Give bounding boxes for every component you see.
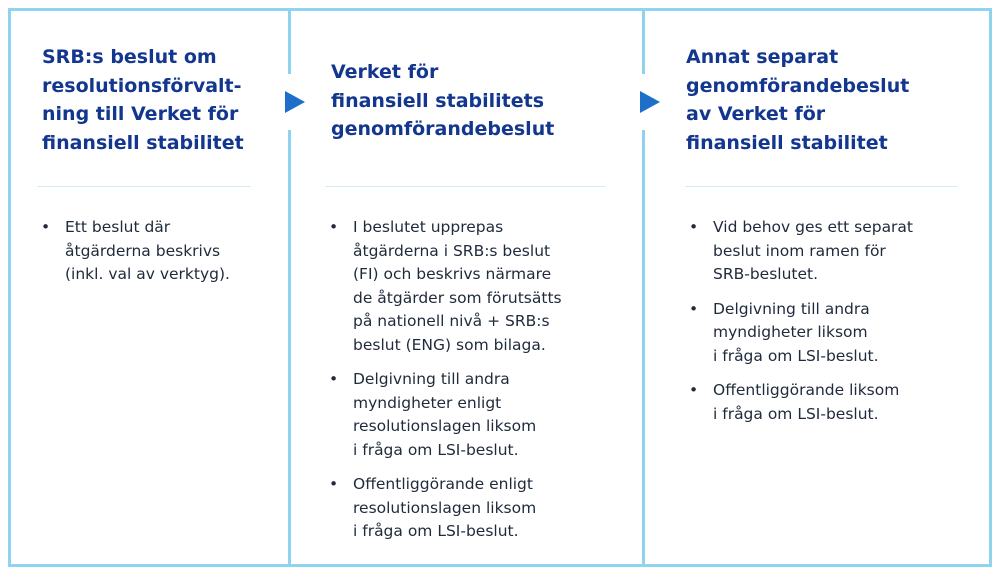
bullet-line: i fråga om LSI-beslut. — [353, 522, 519, 540]
bullet-line: (FI) och beskrivs närmare — [353, 265, 552, 283]
bullet-line: (inkl. val av verktyg). — [65, 265, 230, 283]
bullet-line: beslut inom ramen för — [713, 241, 886, 260]
list-item — [325, 473, 625, 544]
title-line: Verket för — [331, 61, 439, 83]
bullet-line: i fråga om LSI-beslut. — [713, 346, 879, 365]
title-line: av Verket för — [686, 103, 826, 125]
bullet-line: I beslutet upprepas — [353, 218, 504, 236]
title-line: resolutionsförvalt- — [42, 74, 242, 97]
bullet-line: SRB-beslutet. — [713, 265, 819, 283]
bullet-line: i fråga om LSI-beslut. — [713, 404, 879, 423]
title-rule — [685, 186, 957, 187]
column-title — [686, 43, 909, 157]
title-line: finansiell stabilitets — [331, 89, 545, 112]
bullet-icon: • — [689, 218, 699, 236]
bullet-line: i fråga om LSI-beslut. — [353, 440, 519, 459]
list-item — [325, 368, 625, 462]
title-line: finansiell stabilitet — [686, 131, 888, 154]
bullet-line: resolutionslagen liksom — [353, 498, 537, 517]
title-line: genomförandebeslut — [331, 118, 555, 140]
list-item — [325, 216, 625, 357]
title-line: genomförandebeslut — [686, 74, 910, 97]
column-national-implementation — [291, 8, 642, 567]
list-item — [685, 298, 980, 369]
bullet-line: åtgärderna beskrivs — [65, 241, 221, 260]
bullet-icon: • — [41, 218, 51, 236]
bullet-line: åtgärderna i SRB:s beslut — [353, 241, 551, 260]
title-line: SRB:s beslut om — [42, 46, 217, 68]
bullet-list — [325, 216, 625, 555]
column-separate-implementation — [645, 8, 989, 567]
bullet-icon: • — [329, 475, 339, 493]
bullet-list — [37, 216, 282, 298]
title-line: Annat separat — [686, 46, 839, 68]
title-line: ning till Verket för — [42, 103, 239, 125]
list-item — [685, 216, 980, 287]
bullet-line: myndigheter liksom — [713, 323, 868, 341]
bullet-line: på nationell nivå + SRB:s — [353, 312, 550, 330]
column-title — [42, 43, 244, 157]
bullet-line: Offentliggörande enligt — [353, 475, 533, 493]
list-item — [37, 216, 282, 287]
bullet-line: Vid behov ges ett separat — [713, 218, 914, 236]
column-title — [331, 58, 554, 144]
bullet-icon: • — [689, 299, 699, 318]
bullet-line: Offentliggörande liksom — [713, 381, 900, 399]
title-rule — [325, 186, 605, 187]
bullet-line: beslut (ENG) som bilaga. — [353, 335, 546, 354]
bullet-icon: • — [689, 381, 699, 399]
bullet-list — [685, 216, 980, 437]
bullet-line: myndigheter enligt — [353, 393, 502, 412]
list-item — [685, 379, 980, 426]
bullet-line: resolutionslagen liksom — [353, 417, 537, 435]
bullet-icon: • — [329, 218, 339, 236]
bullet-line: de åtgärder som förutsätts — [353, 288, 562, 307]
bullet-icon: • — [329, 370, 339, 388]
title-rule — [37, 186, 251, 187]
bullet-line: Ett beslut där — [65, 218, 171, 236]
bullet-line: Delgivning till andra — [353, 370, 510, 388]
bullet-line: Delgivning till andra — [713, 299, 870, 318]
column-srb-decision — [11, 8, 288, 567]
title-line: finansiell stabilitet — [42, 131, 244, 154]
